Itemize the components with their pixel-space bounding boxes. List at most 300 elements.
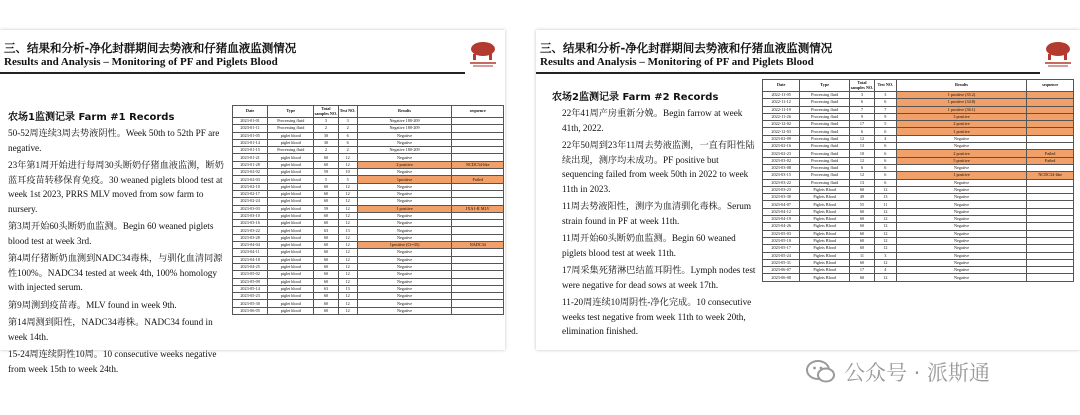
table-cell: 2023-01-15 [233,147,268,154]
table-cell: Processing fluid [800,106,850,113]
table-cell: 2 positive [896,121,1027,128]
table-row [233,220,504,227]
table-cell [452,263,504,270]
table-cell: 12 [338,234,357,241]
table-cell: Negative [896,164,1027,171]
title-divider [0,72,465,74]
table-cell [1027,237,1074,244]
table-cell [1027,143,1074,150]
table-cell: Negative 180-209 [357,118,452,125]
table-cell: Negative [896,208,1027,215]
table-cell: 55 [850,201,875,208]
table-row [233,132,504,139]
table-cell: 12 [874,230,896,237]
table-cell [452,278,504,285]
table-cell: 2023-06-08 [763,274,800,281]
table-cell: 2023-02-24 [233,198,268,205]
table-cell: piglet blood [268,271,314,278]
table-cell: 2023-04-04 [233,242,268,249]
note-item: 11-20周连续10周阴性-净化完成。10 consecutive weeks test negative from week 11th to week 20th, elimination finished. [562,297,752,336]
table-cell: 2023-05-17 [763,245,800,252]
table-cell: 1 positive [357,205,452,212]
table-cell [1027,135,1074,142]
table-cell [452,285,504,292]
table-cell: Negative [357,271,452,278]
col-header-test: Test NO. [874,80,896,92]
table-cell: Negative [896,223,1027,230]
table-cell: 2 [314,147,338,154]
table-cell: 59 [314,169,338,176]
table-row [233,169,504,176]
table-row [763,157,1074,164]
table-cell: piglet blood [268,176,314,183]
table-cell: piglet blood [268,139,314,146]
table-cell: Piglets Blood [800,201,850,208]
table-cell: Processing fluid [800,150,850,157]
table-cell: 2023-03-28 [233,234,268,241]
table-cell: Negative [357,132,452,139]
table-row [233,125,504,132]
table-cell: Negative [896,179,1027,186]
table-cell [1027,128,1074,135]
wechat-icon [806,359,836,385]
table-cell: 2022-11-19 [763,106,800,113]
table-cell: 5 [314,176,338,183]
table-cell: 2023-05-10 [763,237,800,244]
table-cell: 2023-02-23 [763,150,800,157]
table-row [763,106,1074,113]
table-cell: 60 [314,263,338,270]
table-cell: 6 [874,143,896,150]
table-cell: 60 [314,198,338,205]
table-row [233,263,504,270]
table-row [233,300,504,307]
table-row [763,208,1074,215]
table-cell: 12 [338,154,357,161]
table-cell: 12 [874,237,896,244]
table-row [763,92,1074,99]
table-cell: piglet blood [268,205,314,212]
col-header-results: Results [357,106,452,118]
table-cell: 12 [338,256,357,263]
table-cell: 6 [338,139,357,146]
table-cell: 60 [314,190,338,197]
table-cell: 2023-03-23 [763,186,800,193]
table-cell: piglet blood [268,161,314,168]
wechat-watermark [806,356,990,388]
table-cell: 60 [850,216,875,223]
table-cell: 5 [874,121,896,128]
table-cell: piglet blood [268,307,314,314]
table-row [763,230,1074,237]
table-cell: Negative [357,263,452,270]
table-cell: Negative [357,154,452,161]
table-cell: Negative [896,252,1027,259]
table-cell: 2023-03-08 [763,164,800,171]
table-cell: piglet blood [268,278,314,285]
table-cell: piglet blood [268,183,314,190]
table-cell: Negative [357,212,452,219]
table-cell [452,249,504,256]
table-cell: 7 [850,106,875,113]
table-cell: 12 [338,278,357,285]
table-cell: piglet blood [268,169,314,176]
table-cell: 63 [314,227,338,234]
table-cell [452,147,504,154]
table-cell [452,256,504,263]
col-header-total: Total samples NO. [850,79,874,90]
table-cell: piglet blood [268,293,314,300]
farm-heading: 农场1监测记录 Farm #1 Records [8,112,175,123]
table-cell: Piglets Blood [800,267,850,274]
table-row [233,198,504,205]
table-cell: Negative [357,278,452,285]
table-cell: 17 [850,121,875,128]
table-cell: 60 [314,161,338,168]
table-cell: 2023-05-23 [233,293,268,300]
table-cell: Negative [357,220,452,227]
table-cell: 12 [338,242,357,249]
table-row [763,99,1074,106]
table-cell: 12 [874,186,896,193]
table-cell: Negative [357,249,452,256]
table-cell [1027,267,1074,274]
table-row [763,237,1074,244]
table-cell: Failed [1027,157,1074,164]
table-cell: 60 [314,307,338,314]
table-cell: 2023-03-30 [763,194,800,201]
table-cell: piglet blood [268,256,314,263]
table-cell: 2023-04-11 [233,249,268,256]
table-cell [452,169,504,176]
table-cell: piglet blood [268,234,314,241]
table-cell: 5 [338,176,357,183]
table-row [233,139,504,146]
table-cell: 60 [314,256,338,263]
table-cell: 12 [338,249,357,256]
table-cell: 1 positive [896,172,1027,179]
table-cell: 2022-11-05 [763,92,800,99]
table-row [763,150,1074,157]
watermark-text: 公众号 · 派斯通 [844,361,991,385]
table-cell: 12 [338,190,357,197]
table-cell: 60 [850,237,875,244]
pig-logo-icon [1042,36,1074,70]
table-cell: Negative [357,227,452,234]
table-cell: Negative [896,245,1027,252]
table-cell: 6 [874,179,896,186]
table-row [763,172,1074,179]
table-cell: 3 positive [896,113,1027,120]
notes-list [8,126,228,379]
table-cell: 12 [850,172,875,179]
table-cell: Negative [357,190,452,197]
table-cell [452,234,504,241]
table-cell: 2023-02-03 [233,176,268,183]
table-row [233,256,504,263]
col-header-total: Total samples NO. [314,105,338,116]
table-row [233,205,504,212]
table-cell: 60 [850,186,875,193]
table-cell: 2022-12-03 [763,128,800,135]
table-cell: Negative [357,234,452,241]
table-cell: 10 [338,169,357,176]
table-cell [1027,106,1074,113]
table-cell: 2022-11-26 [763,113,800,120]
table-cell: 2023-05-03 [763,230,800,237]
table-cell: 2023-04-07 [763,201,800,208]
table-cell: 12 [338,183,357,190]
table-cell: 1 positive [896,128,1027,135]
table-cell: 2023-05-31 [763,259,800,266]
table-row [763,135,1074,142]
table-cell: 13 [850,143,875,150]
table-cell: piglet blood [268,285,314,292]
table-cell [1027,194,1074,201]
table-cell: 11 [874,201,896,208]
table-cell: 6 [874,99,896,106]
table-cell: Processing fluid [800,99,850,106]
table-cell: 2023-03-02 [763,157,800,164]
table-cell [1027,99,1074,106]
table-cell: 60 [850,223,875,230]
table-cell: Negative [896,267,1027,274]
table-row [233,118,504,125]
table-cell: 4 [874,267,896,274]
table-cell [452,183,504,190]
table-cell: 6 [874,128,896,135]
table-cell: 9 [874,113,896,120]
table-row [763,274,1074,281]
table-cell: 6 [874,150,896,157]
table-cell: Processing fluid [800,179,850,186]
table-cell [452,227,504,234]
table-cell [1027,252,1074,259]
table-cell [1027,201,1074,208]
table-cell: 2023-03-22 [233,227,268,234]
table-row [233,234,504,241]
table-cell: Negative [896,186,1027,193]
table-row [233,249,504,256]
table-cell: 12 [338,198,357,205]
note-item: 第4周仔猪断奶血测到NADC34毒株，与驯化血清同源性100%。NADC34 tested at week 4th, 100% homology with injected serum. [8,253,223,292]
note-item: 第3周开始60头断奶血监测。Begin 60 weaned piglets blood test at week 3rd. [8,221,214,246]
table-cell: 6 [874,164,896,171]
table-cell: 12 [338,300,357,307]
table-cell: NCDC34-like [452,161,504,168]
table-cell: Negative [357,307,452,314]
table-row [763,259,1074,266]
col-header-type: Type [800,80,850,92]
table-cell [452,118,504,125]
table-cell: Piglets Blood [800,216,850,223]
table-cell: NADC34 [452,242,504,249]
table-cell: 2023-01-21 [233,154,268,161]
slide-title-en: Results and Analysis – Monitoring of PF and Piglets Blood [4,56,278,68]
table-row [233,285,504,292]
table-cell [1027,245,1074,252]
table-row [233,190,504,197]
table-cell: 12 [338,307,357,314]
table-cell: 3 [874,92,896,99]
table-cell: Failed [452,176,504,183]
table-cell: 12 [874,245,896,252]
table-cell: 2023-05-02 [233,271,268,278]
table-cell: Negative [896,201,1027,208]
table-cell: Negative 180-209 [357,125,452,132]
note-item: 17周采集死猪淋巴结蓝耳阴性。Lymph nodes test were negative for dead sows at week 17th. [562,265,756,290]
table-cell: Processing fluid [800,172,850,179]
table-row [763,164,1074,171]
note-item: 第9周测到疫苗毒。MLV found in week 9th. [8,299,177,310]
table-cell: 60 [850,230,875,237]
table-cell: Processing fluid [800,121,850,128]
table-cell: 6 [850,164,875,171]
table-cell [452,271,504,278]
table-cell: 10 [850,150,875,157]
table-cell: 3 [874,252,896,259]
table-cell: Failed [1027,150,1074,157]
table-cell: 12 [338,263,357,270]
table-cell [452,132,504,139]
note-item: 22年50周到23年11周去势液监测，一直有阳性陆续出现，测序均未成功。PF positive but sequencing failed from week 50th in 2022 to week 11th in 2023. [562,140,755,194]
table-cell: 60 [314,220,338,227]
table-cell: 4 [874,135,896,142]
table-cell: 2023-03-15 [763,172,800,179]
table-cell: 12 [338,271,357,278]
table-cell: 60 [850,259,875,266]
table-cell: Processing fluid [800,143,850,150]
table-cell [452,154,504,161]
table-cell: 1 positive (34.8) [896,99,1027,106]
table-cell [452,220,504,227]
table-cell: 1positive (Ct=35) [357,242,452,249]
slide-title-en: Results and Analysis – Monitoring of PF and Piglets Blood [540,56,814,68]
table-cell: Piglets Blood [800,208,850,215]
table-cell: 60 [314,154,338,161]
table-cell [452,139,504,146]
table-cell [1027,223,1074,230]
table-cell: Negative [357,285,452,292]
table-cell: 49 [850,194,875,201]
slide-farm-1 [0,30,505,374]
table-cell [1027,179,1074,186]
table-cell: 12 [874,259,896,266]
table-row [763,179,1074,186]
pig-logo-icon [467,36,499,70]
table-row [763,113,1074,120]
table-cell: 2023-04-25 [233,263,268,270]
table-cell: 12 [850,157,875,164]
table-cell: Processing fluid [268,118,314,125]
table-cell: 6 [850,99,875,106]
table-cell [452,300,504,307]
table-cell: 60 [850,208,875,215]
table-cell [1027,259,1074,266]
notes-list [562,106,758,342]
table-cell: 2023-01-11 [233,125,268,132]
table-cell: 12 [338,161,357,168]
table-cell: 2023-02-10 [233,183,268,190]
table-cell: 13 [850,179,875,186]
table-cell: Processing fluid [800,113,850,120]
table-cell: 2023-04-18 [233,256,268,263]
table-cell: Negative 180-209 [357,147,452,154]
table-cell: Processing fluid [800,157,850,164]
table-cell: 59 [314,205,338,212]
table-row [233,307,504,314]
table-cell [1027,121,1074,128]
table-cell: Piglets Blood [800,237,850,244]
table-cell: 12 [874,274,896,281]
table-cell [1027,274,1074,281]
table-cell: Piglets Blood [800,186,850,193]
table-cell: 12 [874,223,896,230]
table-cell: 2 [338,147,357,154]
col-header-test: Test NO. [338,106,357,118]
table-cell: 2022-11-12 [763,99,800,106]
table-cell [1027,230,1074,237]
table-cell [452,307,504,314]
table-cell: 2 positive [357,161,452,168]
table-cell: 2023-02-02 [233,169,268,176]
table-row [233,176,504,183]
table-cell: 12 [338,220,357,227]
table-cell: Piglets Blood [800,230,850,237]
table-cell: 12 [874,208,896,215]
table-row [233,271,504,278]
table-cell: 2023-01-28 [233,161,268,168]
table-cell: 12 [338,212,357,219]
table-cell: 60 [314,234,338,241]
table-cell: piglet blood [268,154,314,161]
table-cell: 60 [314,242,338,249]
table-cell: NCDC34-like [1027,172,1074,179]
table-cell [452,190,504,197]
table-cell: 2023-06-07 [763,267,800,274]
table-cell: piglet blood [268,242,314,249]
table-row [233,154,504,161]
table-cell: 1 positive (36.1) [896,106,1027,113]
table-cell [1027,113,1074,120]
table-cell: 2023-03-16 [233,220,268,227]
table-cell: Negative [896,259,1027,266]
table-cell: Processing fluid [800,92,850,99]
title-divider [536,72,1040,74]
table-cell [452,125,504,132]
table-cell: Piglets Blood [800,223,850,230]
slide-title-cn: 三、结果和分析-净化封群期间去势液和仔猪血液监测情况 [4,41,297,55]
table-cell: Negative [357,183,452,190]
farm-2-table [762,79,1074,282]
note-item: 第14周测到阳性，NADC34毒株。NADC34 found in week 14th. [8,317,213,342]
table-cell: Negative [896,216,1027,223]
note-item: 22年41周产房重新分娩。Begin farrow at week 41th, 2022. [562,108,743,133]
table-cell: 12 [338,293,357,300]
table-cell: 60 [314,293,338,300]
table-cell: 13 [338,285,357,292]
table-cell: piglet blood [268,220,314,227]
table-cell: 63 [314,285,338,292]
table-cell: 6 [850,128,875,135]
table-row [763,252,1074,259]
table-cell: Negative [896,135,1027,142]
table-row [233,242,504,249]
table-row [763,267,1074,274]
table-row [233,183,504,190]
table-row [763,143,1074,150]
table-cell: 1positive [357,176,452,183]
